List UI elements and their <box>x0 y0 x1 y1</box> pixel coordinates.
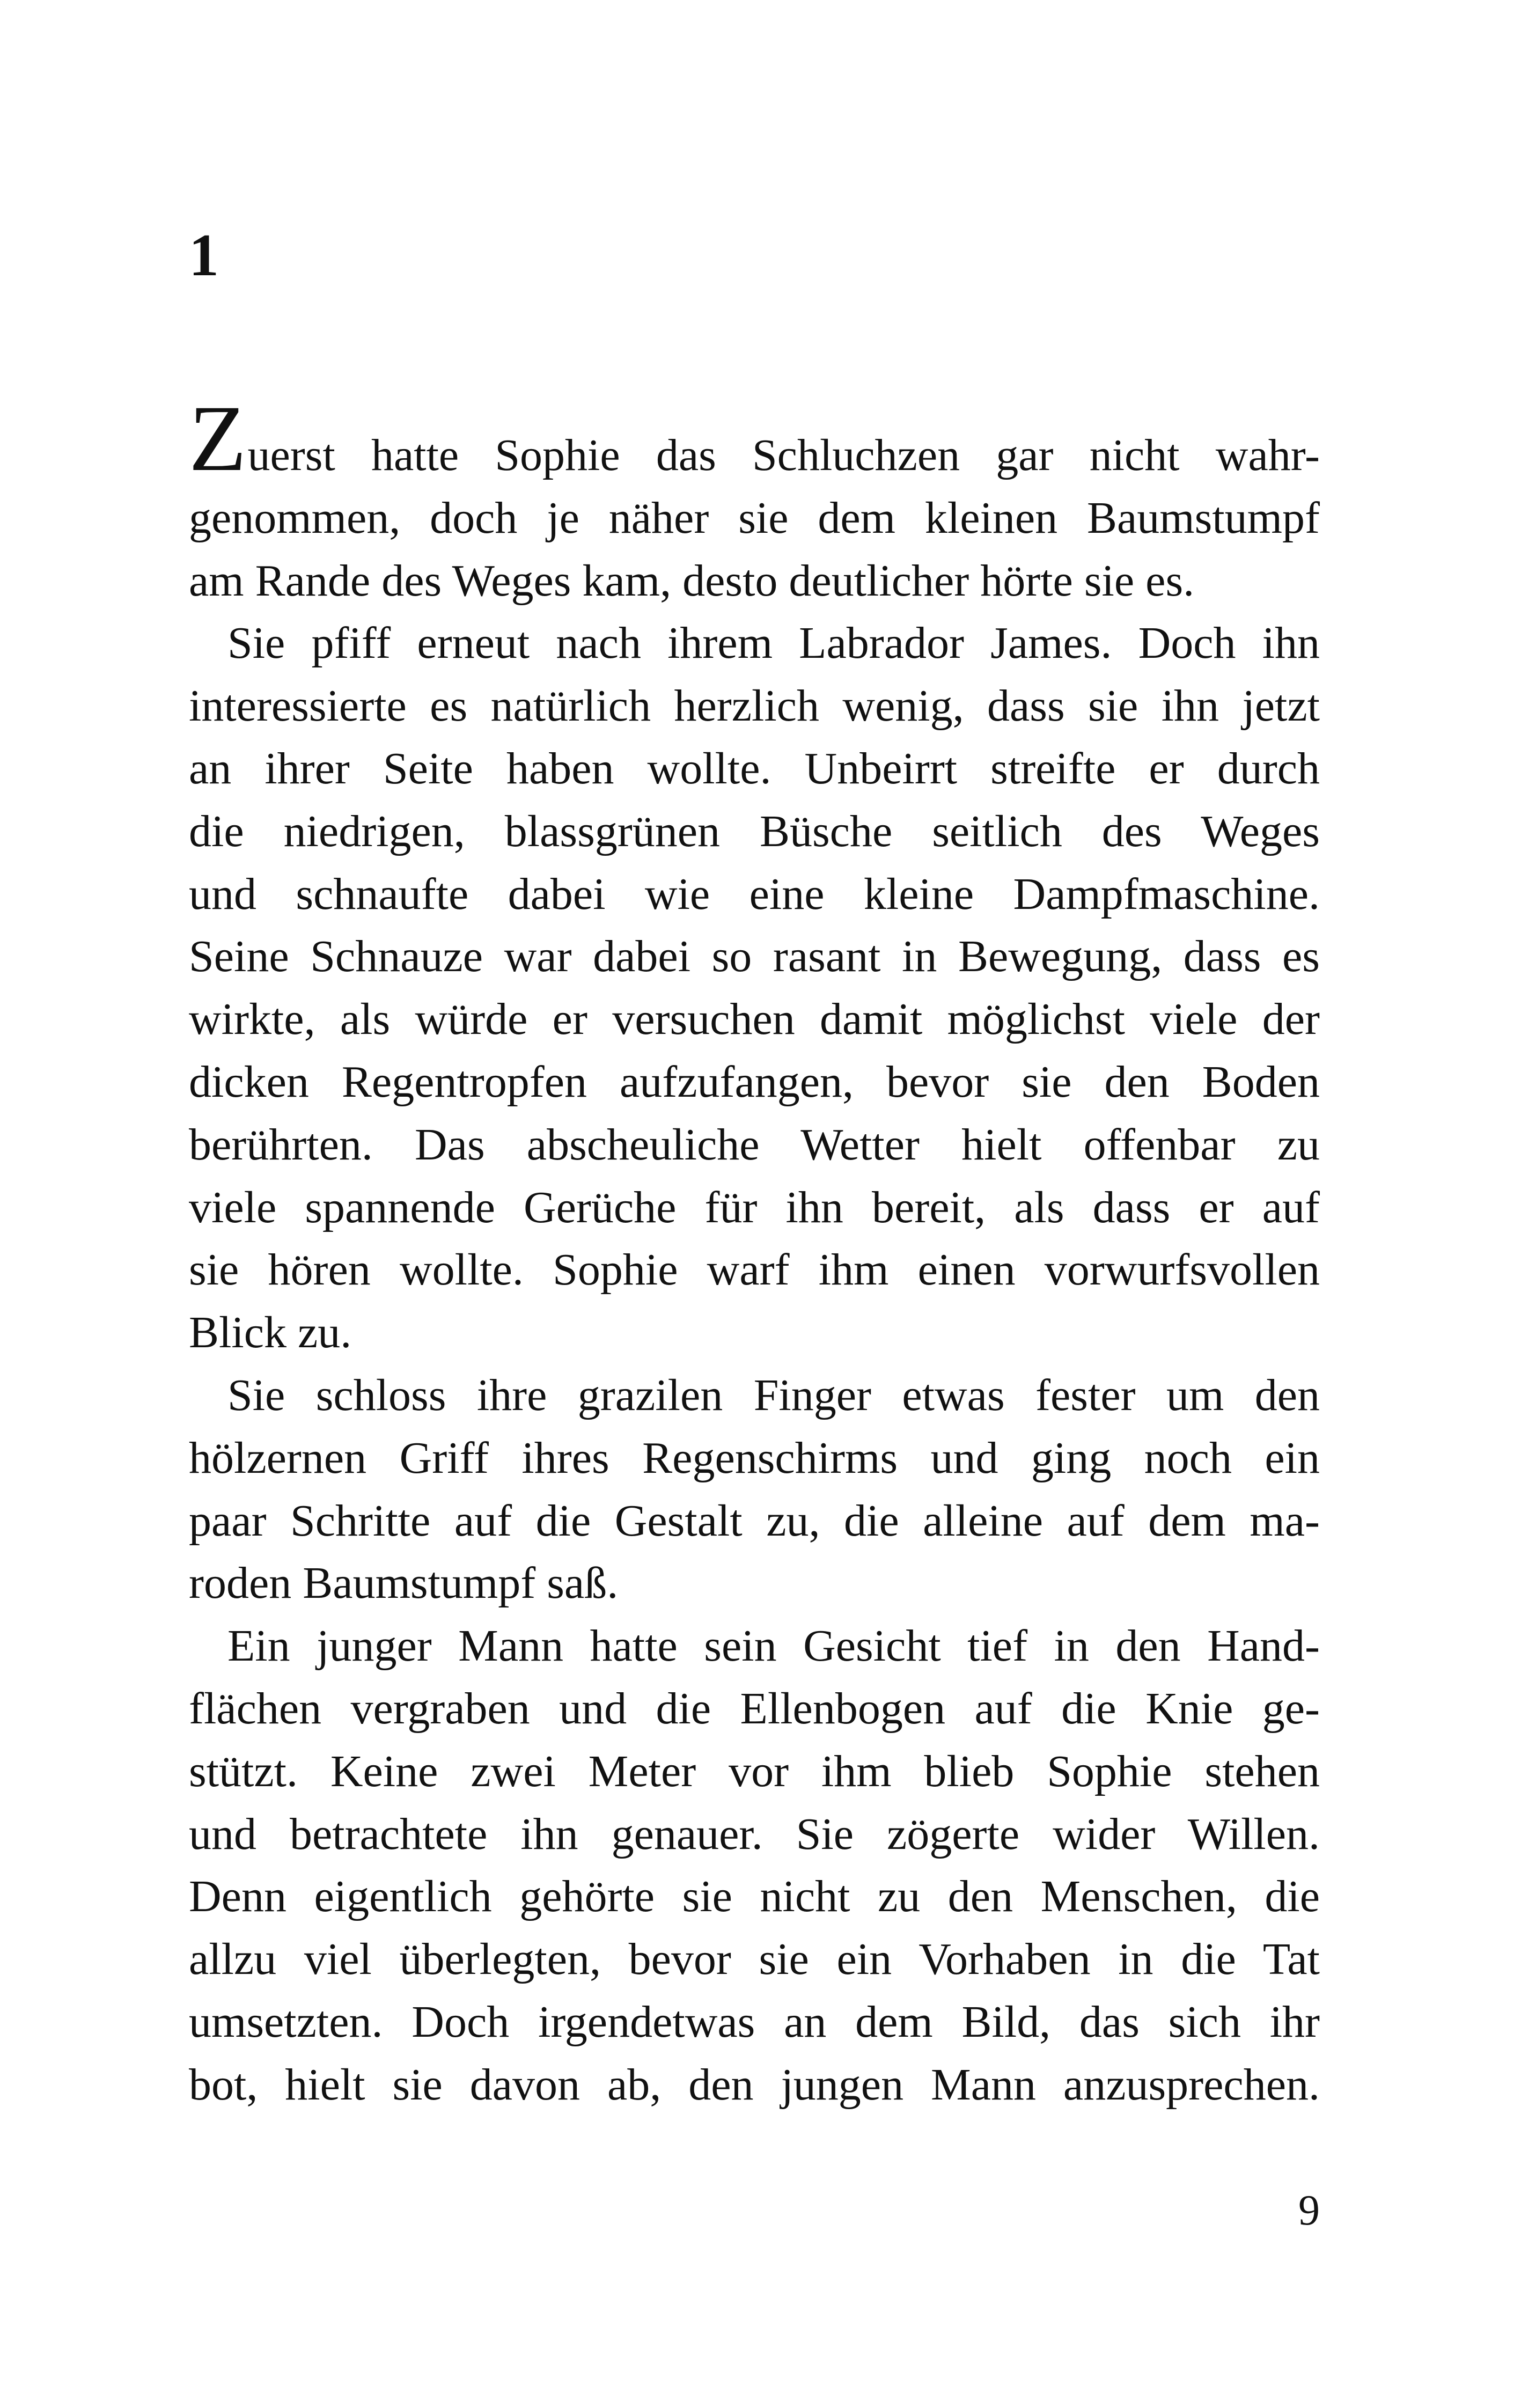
text-line: Blick zu. <box>189 1308 352 1358</box>
text-line <box>189 386 1320 491</box>
text-line: flächen vergraben und die Ellenbogen auf die Knie ge- <box>189 1683 1320 1734</box>
text-line: und schnaufte dabei wie eine kleine Dampfmaschine. <box>189 869 1320 919</box>
text-line: stützt. Keine zwei Meter vor ihm blieb Sophie stehen <box>189 1746 1320 1796</box>
text-line: Ein junger Mann hatte sein Gesicht tief in den Hand- <box>227 1621 1320 1671</box>
text-line: hölzernen Griff ihres Regenschirms und ging noch ein <box>189 1433 1320 1483</box>
text-line: berührten. Das abscheuliche Wetter hielt offenbar zu <box>189 1119 1320 1170</box>
text-line-content: uerst hatte Sophie das Schluchzen gar nicht wahr- <box>247 430 1320 480</box>
text-line: genommen, doch je näher sie dem kleinen Baumstumpf <box>189 493 1320 543</box>
text-line: allzu viel überlegten, bevor sie ein Vorhaben in die Tat <box>189 1934 1320 1985</box>
text-line: bot, hielt sie davon ab, den jungen Mann anzusprechen. <box>189 2059 1320 2110</box>
text-line: Seine Schnauze war dabei so rasant in Bewegung, dass es <box>189 931 1320 982</box>
page-number: 9 <box>1298 2187 1320 2234</box>
text-line: wirkte, als würde er versuchen damit möglichst viele der <box>189 994 1320 1045</box>
text-line: die niedrigen, blassgrünen Büsche seitlich des Weges <box>189 806 1320 856</box>
text-line: Sie schloss ihre grazilen Finger etwas fester um den <box>227 1370 1320 1420</box>
text-line: Sie pfiff erneut nach ihrem Labrador James. Doch ihn <box>227 618 1320 669</box>
text-line: Denn eigentlich gehörte sie nicht zu den Menschen, die <box>189 1871 1320 1922</box>
text-line: umsetzten. Doch irgendetwas an dem Bild, das sich ihr <box>189 1996 1320 2047</box>
text-line: interessierte es natürlich herzlich wenig, dass sie ihn jetzt <box>189 681 1320 731</box>
text-line: roden Baumstumpf saß. <box>189 1558 619 1609</box>
chapter-number: 1 <box>189 222 219 289</box>
text-line: viele spannende Gerüche für ihn bereit, als dass er auf <box>189 1182 1320 1232</box>
text-line: und betrachtete ihn genauer. Sie zögerte wider Willen. <box>189 1809 1320 1859</box>
text-line: paar Schritte auf die Gestalt zu, die alleine auf dem ma- <box>189 1495 1320 1546</box>
text-line: sie hören wollte. Sophie warf ihm einen vorwurfsvollen <box>189 1245 1320 1295</box>
text-line: dicken Regentropfen aufzufangen, bevor sie den Boden <box>189 1056 1320 1107</box>
text-line: am Rande des Weges kam, desto deutlicher hörte sie es. <box>189 555 1195 606</box>
text-line: an ihrer Seite haben wollte. Unbeirrt streifte er durch <box>189 743 1320 794</box>
chapter-body <box>189 386 1320 2117</box>
drop-cap: Z <box>189 386 247 491</box>
